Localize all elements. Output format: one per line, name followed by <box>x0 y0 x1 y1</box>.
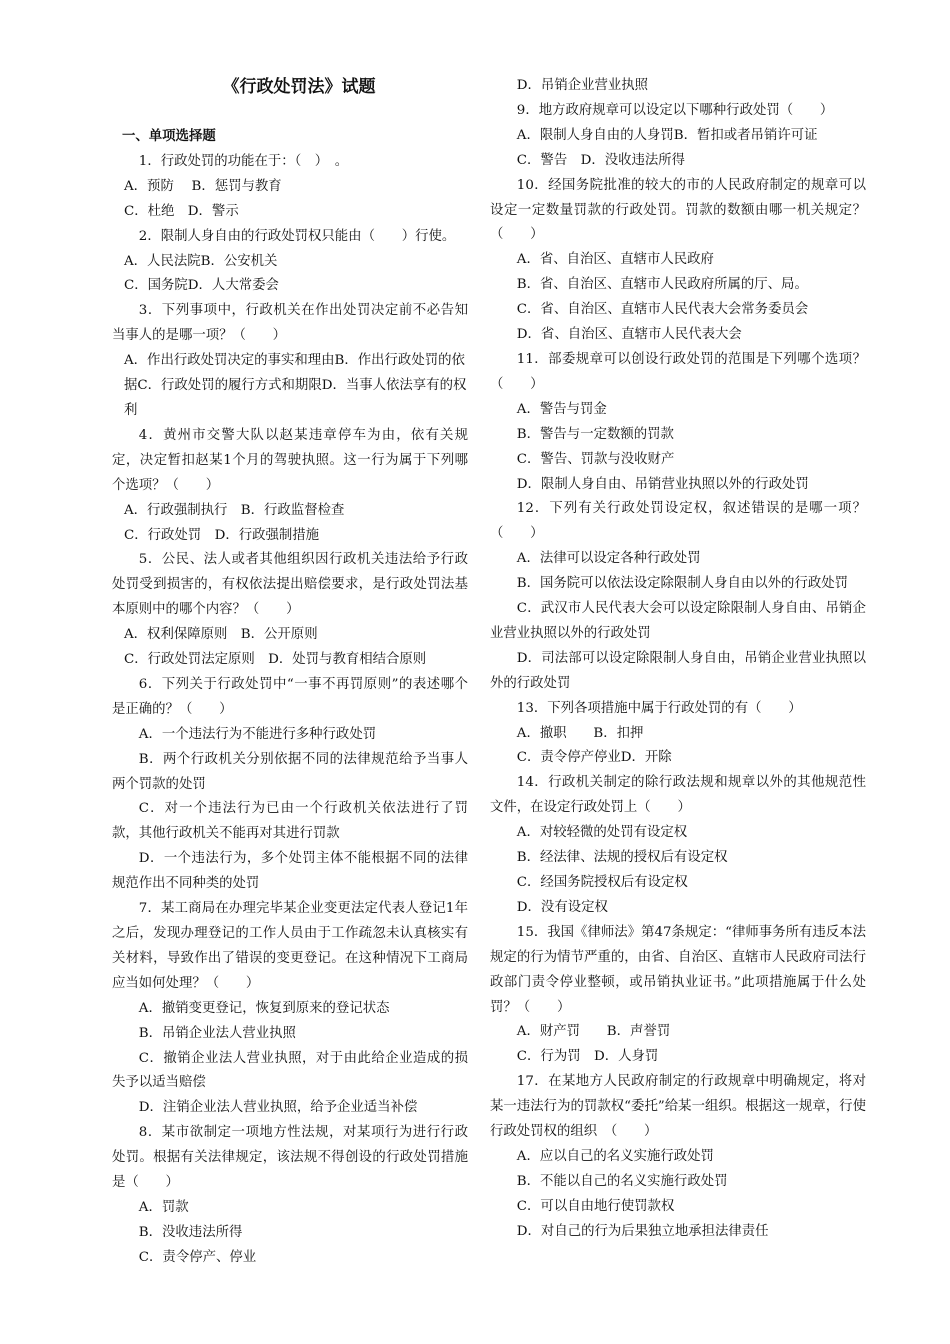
question-7-option-a: A．撤销变更登记，恢复到原来的登记状态 <box>138 1000 390 1016</box>
question-7: 7．某工商局在办理完毕某企业变更法定代表人登记1年之后，发现办理登记的工作人员由于工作疏忽未认真核实有关材料，导致作出了错误的变更登记。在这种情况下工商局应当如何处理？（ ） <box>112 901 468 991</box>
question-8-option-c: C．责令停产、停业 <box>138 1249 257 1265</box>
question-2: 2．限制人身自由的行政处罚权只能由（ ）行使。 <box>138 228 456 244</box>
question-7-option-d: D．注销企业法人营业执照，给予企业适当补偿 <box>138 1100 418 1116</box>
question-11-option-a: A．警告与罚金 <box>516 401 607 417</box>
right-column <box>490 74 880 1245</box>
question-2-options-row-2: C．国务院D．人大常委会 <box>124 278 279 294</box>
question-5: 5．公民、法人或者其他组织因行政机关违法给予行政处罚受到损害的，有权依法提出赔偿要求，是行政处罚法基本原则中的哪个内容？（ ） <box>112 552 468 618</box>
question-3: 3．下列事项中，行政机关在作出处罚决定前不必告知当事人的是哪一项？（ ） <box>112 303 468 344</box>
question-13: 13．下列各项措施中属于行政处罚的有（ ） <box>516 700 802 716</box>
question-6-option-b: B．两个行政机关分别依据不同的法律规范给予当事人两个罚款的处罚 <box>112 751 468 792</box>
section-heading: 一、单项选择题 <box>122 129 216 144</box>
question-4-options-row-1: A．行政强制执行 B．行政监督检查 <box>124 502 345 518</box>
question-5-options-row-2: C．行政处罚法定原则 D．处罚与教育相结合原则 <box>124 652 427 668</box>
question-4: 4．黄州市交警大队以赵某违章停车为由，依有关规定，决定暂扣赵某1个月的驾驶执照。这一行为属于下列哪个选项？（ ） <box>112 427 468 493</box>
question-14-option-d: D．没有设定权 <box>516 899 608 915</box>
question-10-option-c: C．省、自治区、直辖市人民代表大会常务委员会 <box>516 302 809 318</box>
question-1-options-row-2: C．杜绝 D．警示 <box>124 203 239 219</box>
question-14-option-b: B．经法律、法规的授权后有设定权 <box>516 850 728 866</box>
question-14: 14．行政机关制定的除行政法规和规章以外的其他规范性文件，在设定行政处罚上（ ） <box>490 775 866 816</box>
question-12-option-c: C．武汉市人民代表大会可以设定除限制人身自由、吊销企业营业执照以外的行政处罚 <box>490 601 866 641</box>
question-6: 6．下列关于行政处罚中“一事不再罚原则”的表述哪个是正确的？（ ） <box>112 676 468 717</box>
question-3-options: A．作出行政处罚决定的事实和理由B．作出行政处罚的依据C．行政处罚的履行方式和期限D．当事人依法享有的权利 <box>124 353 467 418</box>
question-10-option-a: A．省、自治区、直辖市人民政府 <box>516 252 714 268</box>
question-15-options-row-2: C．行为罚 D．人身罚 <box>516 1049 659 1065</box>
question-12: 12．下列有关行政处罚设定权，叙述错误的是哪一项？（ ） <box>490 501 866 542</box>
question-15-options-row-1: A．财产罚 B．声誉罚 <box>516 1024 671 1040</box>
question-17: 17．在某地方人民政府制定的行政规章中明确规定，将对某一违法行为的罚款权“委托”给某一组织。根据这一规章，行使行政处罚权的组织 （ ） <box>490 1074 866 1140</box>
question-1-options-row-1: A．预防 B．惩罚与教育 <box>124 178 282 194</box>
question-14-option-a: A．对较轻微的处罚有设定权 <box>516 825 688 841</box>
question-11-option-c: C．警告、罚款与没收财产 <box>516 451 675 467</box>
question-9-options-row-1: A．限制人身自由的人身罚B．暂扣或者吊销许可证 <box>516 127 818 143</box>
question-17-option-a: A．应以自己的名义实施行政处罚 <box>516 1148 714 1164</box>
question-10-option-d: D．省、自治区、直辖市人民代表大会 <box>516 327 742 343</box>
question-13-options-row-2: C．责令停产停业D．开除 <box>516 750 672 766</box>
question-7-option-b: B．吊销企业法人营业执照 <box>138 1025 296 1041</box>
question-7-option-c: C．撤销企业法人营业执照，对于由此给企业造成的损失予以适当赔偿 <box>112 1050 468 1091</box>
question-12-option-b: B．国务院可以依法设定除限制人身自由以外的行政处罚 <box>516 576 849 592</box>
question-10: 10．经国务院批准的较大的市的人民政府制定的规章可以设定一定数量罚款的行政处罚。罚款的数额由哪一机关规定？（ ） <box>490 177 866 243</box>
question-1: 1．行政处罚的功能在于：（ ） 。 <box>138 153 349 169</box>
question-11-option-b: B．警告与一定数额的罚款 <box>516 426 674 442</box>
question-8-option-a: A．罚款 <box>138 1199 189 1215</box>
question-14-option-c: C．经国务院授权后有设定权 <box>516 875 688 890</box>
document-title: 《行政处罚法》试题 <box>222 77 376 97</box>
question-6-option-a: A．一个违法行为不能进行多种行政处罚 <box>138 726 377 742</box>
question-5-options-row-1: A．权利保障原则 B．公开原则 <box>124 627 318 643</box>
question-6-option-c: C．对一个违法行为已由一个行政机关依法进行了罚款，其他行政机关不能再对其进行罚款 <box>112 801 468 842</box>
question-13-options-row-1: A．撤职 B．扣押 <box>516 725 644 741</box>
question-17-option-c: C．可以自由地行使罚款权 <box>516 1198 675 1214</box>
left-column <box>112 74 468 1271</box>
question-10-option-b: B．省、自治区、直辖市人民政府所属的厅、局。 <box>516 277 808 293</box>
question-11: 11．部委规章可以创设行政处罚的范围是下列哪个选项？ （ ） <box>490 351 880 392</box>
question-12-option-d: D．司法部可以设定除限制人身自由，吊销企业营业执照以外的行政处罚 <box>490 650 866 691</box>
question-8-option-b: B．没收违法所得 <box>138 1224 243 1240</box>
question-8: 8．某市欲制定一项地方性法规，对某项行为进行行政处罚。根据有关法律规定，该法规不得创设的行政处罚措施是（ ） <box>112 1125 468 1191</box>
question-8-option-d: D．吊销企业营业执照 <box>516 78 649 93</box>
question-17-option-d: D．对自己的行为后果独立地承担法律责任 <box>516 1223 769 1239</box>
question-6-option-d: D．一个违法行为，多个处罚主体不能根据不同的法律规范作出不同种类的处罚 <box>112 851 468 892</box>
question-9-options-row-2: C．警告 D．没收违法所得 <box>516 152 686 168</box>
question-11-option-d: D．限制人身自由、吊销营业执照以外的行政处罚 <box>516 476 809 492</box>
question-4-options-row-2: C．行政处罚 D．行政强制措施 <box>124 527 320 543</box>
question-12-option-a: A．法律可以设定各种行政处罚 <box>516 551 701 567</box>
question-17-option-b: B．不能以自己的名义实施行政处罚 <box>516 1173 728 1189</box>
question-9: 9．地方政府规章可以设定以下哪种行政处罚（ ） <box>516 102 834 118</box>
question-2-options-row-1: A．人民法院B．公安机关 <box>124 253 278 269</box>
question-15: 15．我国《律师法》第47条规定：“律师事务所有违反本法规定的行为情节严重的，由省、自治区、直辖市人民政府司法行政部门责令停业整顿，或吊销执业证书。”此项措施属于什么处罚？（ ） <box>490 924 866 1015</box>
